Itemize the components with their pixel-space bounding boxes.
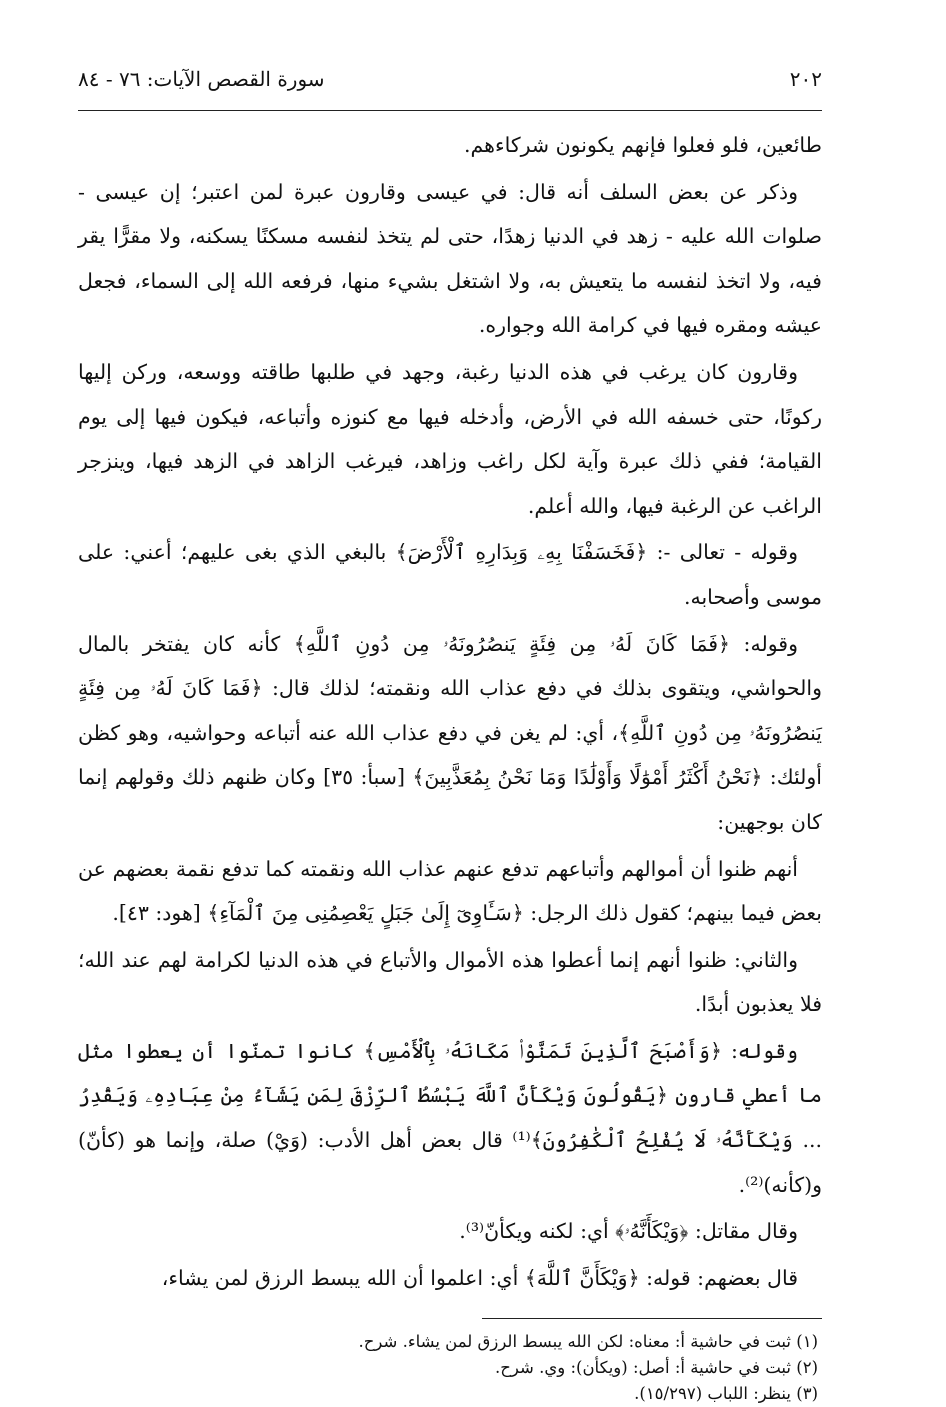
page-header bbox=[78, 56, 822, 102]
page-number: ٢٠٢ bbox=[789, 67, 822, 91]
paragraph: وذكر عن بعض السلف أنه قال: في عيسى وقارون عبرة لمن اعتبر؛ إن عيسى - صلوات الله عليه - زهد في الدنيا زهدًا، حتى لم يتخذ لنفسه مسكنًا يسكنه، ولا مقرًّا يقر فيه، ولا اتخذ لنفسه ما يتعيش به، ولا اشتغل بشيء منها، فرفعه الله إلى السماء، فجعل عيشه ومقره فيها في كرامة الله وجواره. bbox=[78, 179, 822, 338]
paragraph: قال بعضهم: قوله: ﴿وَيْكَأَنَّ ٱللَّهَ﴾ أي: اعلموا أن الله يبسط الرزق لمن يشاء، bbox=[161, 1265, 798, 1290]
paragraph: طائعين، فلو فعلوا فإنهم يكونون شركاءهم. bbox=[464, 133, 822, 157]
header-divider bbox=[78, 110, 822, 111]
running-title: سورة القصص الآيات: ٧٦ - ٨٤ bbox=[78, 67, 325, 91]
book-page bbox=[78, 56, 822, 1407]
paragraph: وقوله: ﴿وَأَصْبَحَ ٱلَّذِينَ تَمَنَّوْا۟ مَكَانَهُۥ بِٱلْأَمْسِ﴾ كانوا تمنّوا أن يعطوا مثل ما أعطي قارون ﴿يَقُولُونَ وَيْكَأَنَّ ٱللَّهَ يَبْسُطُ ٱلرِّزْقَ لِمَن يَشَآءُ مِنْ عِبَادِهِۦ وَيَقْدِرُ ... وَيْكَأَنَّهُۥ لَا يُفْلِحُ ٱلْكَٰفِرُونَ﴾⁽¹⁾ قال بعض أهل الأدب: (وَيْ) صلة، وإنما هو (كأنّ) و(كأنه)⁽²⁾. bbox=[78, 1038, 823, 1197]
footnote: (٣) ينظر: اللباب (١٥/٢٩٧). bbox=[634, 1384, 818, 1404]
footnote-divider bbox=[482, 1318, 822, 1319]
footnotes bbox=[78, 1329, 822, 1407]
paragraph: وقوله: ﴿فَمَا كَانَ لَهُۥ مِن فِئَةٍ يَنصُرُونَهُۥ مِن دُونِ ٱللَّهِ﴾ كأنه كان يفتخر بالمال والحواشي، ويتقوى بذلك في دفع عذاب الله ونقمته؛ لذلك قال: ﴿فَمَا كَانَ لَهُۥ مِن فِئَةٍ يَنصُرُونَهُۥ مِن دُونِ ٱللَّهِ﴾، أي: لم يغن في دفع عذاب الله عنه أتباعه وحواشيه، وهو كظن أولئك: ﴿نَحْنُ أَكْثَرُ أَمْوَٰلًا وَأَوْلَٰدًا وَمَا نَحْنُ بِمُعَذَّبِينَ﴾ [سبأ: ٣٥] وكان ظنهم ذلك وقولهم إنما كان بوجهين: bbox=[78, 631, 823, 834]
paragraph: أنهم ظنوا أن أموالهم وأتباعهم تدفع عنهم عذاب الله ونقمته كما تدفع نقمة بعضهم عن بعض فيما بينهم؛ كقول ذلك الرجل: ﴿سَـَٔاوِىٓ إِلَىٰ جَبَلٍ يَعْصِمُنِى مِنَ ٱلْمَآءِ﴾ [هود: ٤٣]. bbox=[78, 856, 822, 926]
footnote: (١) ثبت في حاشية أ: معناه: لكن الله يبسط الرزق لمن يشاء. شرح. bbox=[358, 1332, 818, 1352]
main-text bbox=[78, 123, 822, 1300]
paragraph: والثاني: ظنوا أنهم إنما أعطوا هذه الأموال والأتباع في هذه الدنيا لكرامة لهم عند الله؛ فلا يعذبون أبدًا. bbox=[78, 947, 822, 1017]
paragraph: وقوله - تعالى -: ﴿فَخَسَفْنَا بِهِۦ وَبِدَارِهِ ٱلْأَرْضَ﴾ بالبغي الذي بغى عليهم؛ أعني: على موسى وأصحابه. bbox=[78, 540, 822, 609]
paragraph: وقال مقاتل: ﴿وَيْكَأَنَّهُۥ﴾ أي: لكنه ويكأنّ⁽³⁾. bbox=[459, 1219, 798, 1244]
paragraph: وقارون كان يرغب في هذه الدنيا رغبة، وجهد في طلبها طاقته ووسعه، وركن إليها ركونًا، حتى خسفه الله في الأرض، وأدخله فيها مع كنوزه وأتباعه، فيكون فيها إلى يوم القيامة؛ ففي ذلك عبرة وآية لكل راغب وزاهد، فيرغب الزاهد في الزهد فيها، وينزجر الراغب عن الرغبة فيها، والله أعلم. bbox=[78, 359, 822, 518]
footnote: (٢) ثبت في حاشية أ: أصل: (ويكأن): وي. شرح. bbox=[495, 1358, 818, 1378]
